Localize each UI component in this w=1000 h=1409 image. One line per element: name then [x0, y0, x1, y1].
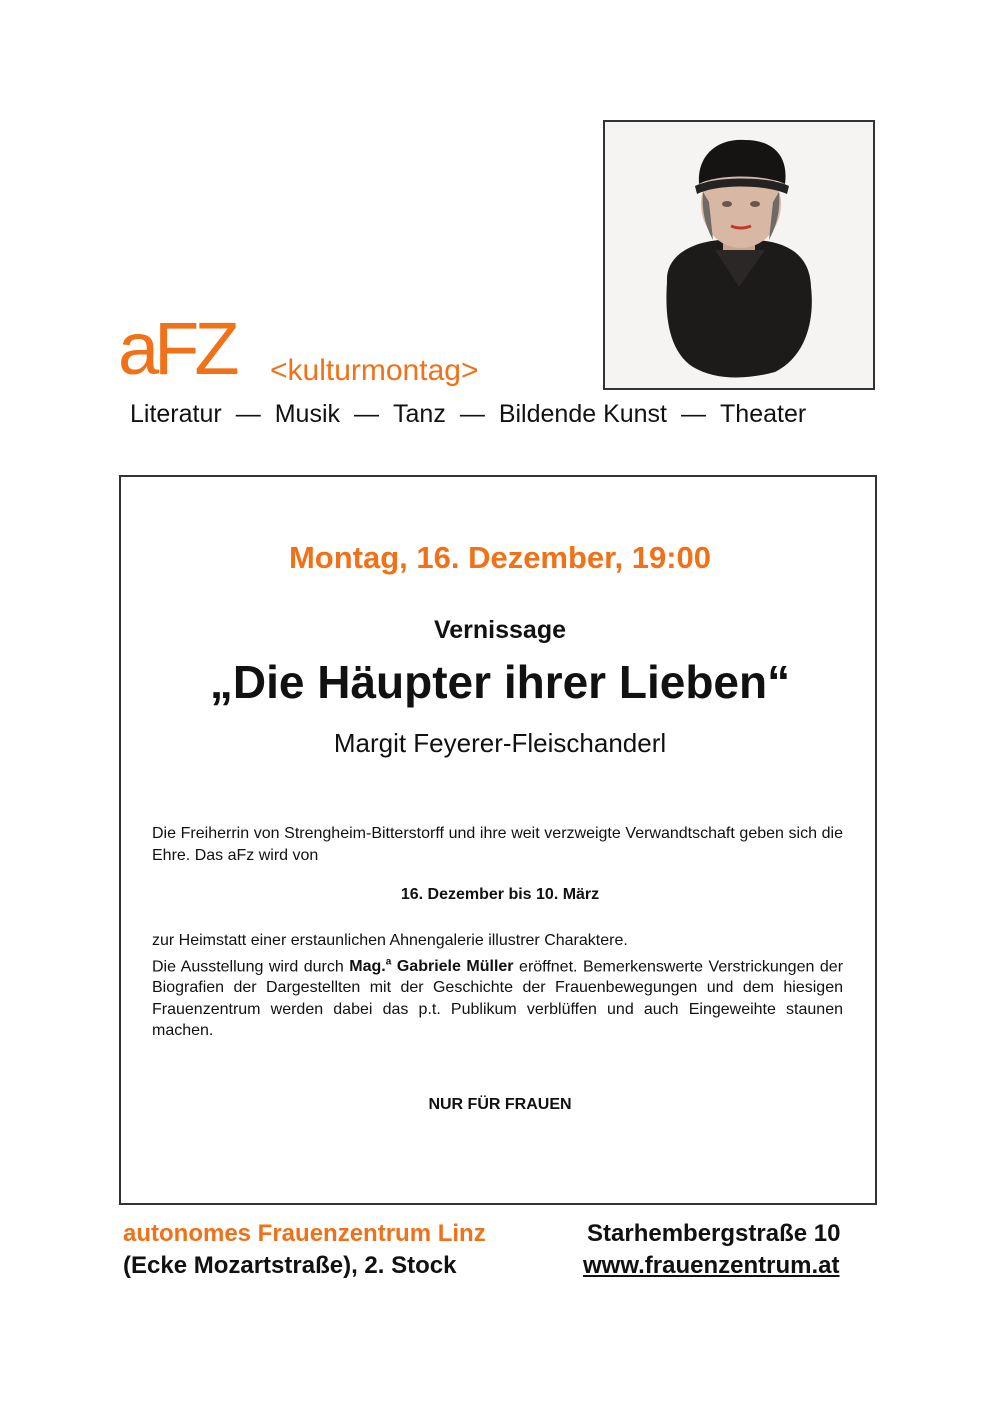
opener-fullname: Gabriele Müller [396, 957, 514, 975]
series-title: <kulturmontag> [270, 354, 479, 387]
description-line-1: zur Heimstatt einer erstaunlichen Ahnengalerie illustrer Charaktere. [152, 932, 628, 949]
artist-name: Margit Feyerer-Fleischanderl [333, 728, 667, 758]
afz-logo: aFZ [118, 307, 235, 390]
separator: — [354, 400, 380, 428]
opener-title-sup: a [385, 956, 392, 968]
exhibition-period: 16. Dezember bis 10. März [400, 886, 600, 903]
bust-sculpture-image [605, 122, 873, 388]
organization-name: autonomes Frauenzentrum Linz [123, 1220, 486, 1247]
art-disciplines [130, 400, 806, 429]
street-address: Starhembergstraße 10 [587, 1220, 841, 1247]
discipline-theater: Theater [720, 400, 807, 428]
website-link[interactable]: www.frauenzentrum.at [583, 1252, 840, 1279]
event-date: Montag, 16. Dezember, 19:00 [288, 540, 712, 575]
audience-note: NUR FÜR FRAUEN [428, 1096, 572, 1113]
discipline-visual-art: Bildende Kunst [498, 400, 668, 428]
separator: — [681, 400, 707, 428]
location-detail: (Ecke Mozartstraße), 2. Stock [123, 1252, 457, 1279]
separator: — [459, 400, 485, 428]
event-type: Vernissage [433, 616, 567, 644]
event-title: „Die Häupter ihrer Lieben“ [209, 656, 791, 708]
discipline-music: Musik [274, 400, 341, 428]
portrait-photo [603, 120, 875, 390]
description-body [152, 952, 843, 1042]
body-after-name: eröffnet. Bemerkenswerte Verstrickungen der Biografien der Dargestellten mit der Geschichte der Frauenbewegungen und dem hiesigen Frauenzentrum werden dabei das p.t. Publikum verblüffen und auch Eingeweihte staunen machen. [152, 957, 844, 1040]
intro-paragraph: Die Freiherrin von Strengheim-Bitterstorff und ihre weit verzweigte Verwandtschaft geben sich die Ehre. Das aFz wird von [152, 825, 843, 864]
discipline-literature: Literatur [130, 400, 222, 428]
discipline-dance: Tanz [393, 400, 446, 428]
separator: — [235, 400, 261, 428]
opener-title: Mag. [349, 957, 386, 975]
body-before-name: Die Ausstellung wird durch [152, 957, 344, 975]
opener-name [349, 958, 513, 975]
description-paragraph [152, 930, 843, 1042]
